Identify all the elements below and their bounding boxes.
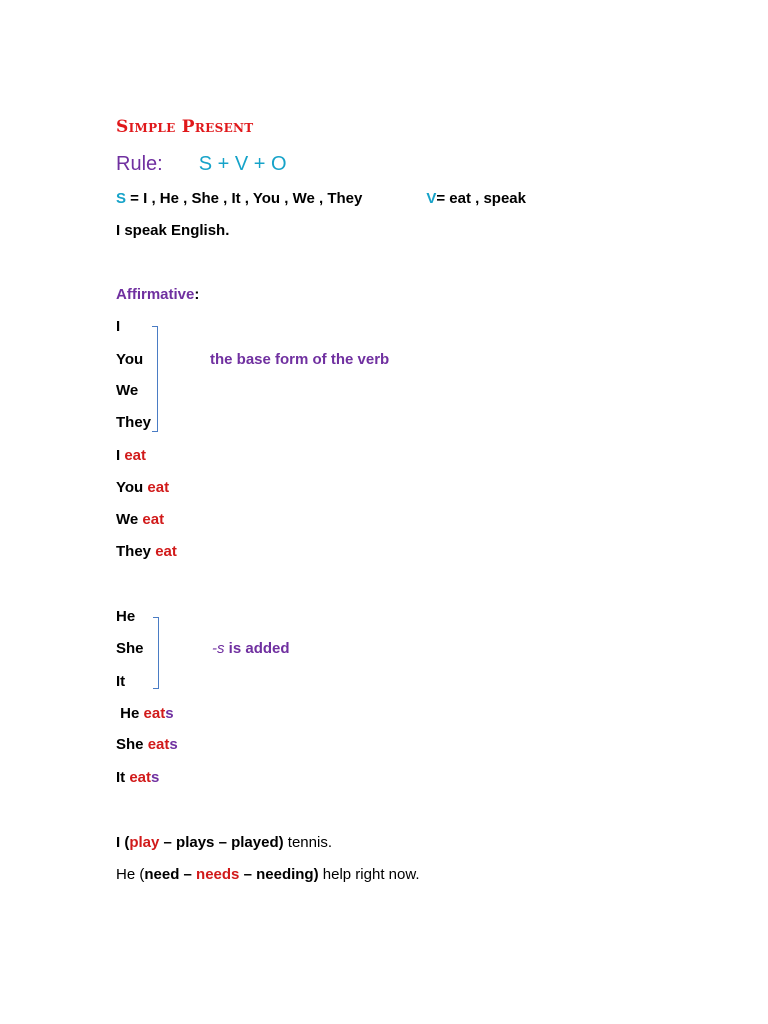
example-subject: They [116,543,152,560]
example-subject: She [116,736,144,753]
group1-note: the base form of the verb [210,351,390,368]
pronoun-they: They [116,414,152,431]
example-verb-suffix: s [165,705,174,722]
example-verb: eat [155,543,177,560]
example-verb-suffix: s [151,769,160,786]
pronoun-it: It [116,673,126,690]
exercise-text: tennis. [283,834,332,851]
example-i-eat [116,446,146,466]
exercise-text: I ( [116,834,130,851]
document-title: Simple Present [116,117,254,137]
exercise-option: needing [256,866,314,883]
exercise-correct-answer: needs [196,866,240,883]
example-verb: eat [124,447,147,464]
subject-verb-line [116,189,526,209]
example-subject: I [116,447,121,464]
rule-label: Rule: [116,153,163,175]
pronoun-you: You [116,351,144,368]
exercise-separator: – [239,866,257,883]
pronoun-i: I [116,318,121,335]
example-he-eats [116,704,174,724]
pronoun-she: She [116,640,144,657]
example-subject: It [116,769,126,786]
affirmative-label: Affirmative [116,286,195,303]
suffix-marker: -s [212,640,225,657]
exercise-text: ) [278,834,284,851]
rule-formula: S + V + O [198,153,287,175]
group2-bracket [153,617,159,689]
affirmative-heading [116,285,199,305]
example-sentence: I speak English. [116,222,230,239]
exercise-2 [116,865,420,885]
exercise-separator: – [159,834,177,851]
example-you-eat [116,478,169,498]
s-symbol: S [116,190,127,207]
exercise-separator: – [214,834,232,851]
group1-bracket [152,326,158,432]
exercise-option: need [144,866,180,883]
example-subject: You [116,479,144,496]
exercise-separator: – [179,866,197,883]
example-verb-stem: eat [129,769,152,786]
exercise-text: ) [313,866,319,883]
example-we-eat [116,510,164,530]
affirmative-colon: : [194,286,200,303]
subject-list: = I , He , She , It , You , We , They [126,190,363,207]
pronoun-he: He [116,608,136,625]
example-she-eats [116,735,178,755]
example-it-eats [116,768,159,788]
exercise-correct-answer: play [129,834,160,851]
v-symbol: V [426,190,437,207]
group2-note [212,639,290,659]
pronoun-we: We [116,382,139,399]
example-verb-stem: eat [143,705,166,722]
example-they-eat [116,542,177,562]
exercise-1 [116,833,332,853]
example-subject: He [116,705,140,722]
exercise-text: He ( [116,866,145,883]
group2-note-text: is added [228,640,290,657]
example-verb-stem: eat [147,736,170,753]
verb-list: = eat , speak [436,190,526,207]
rule-line [116,151,287,177]
exercise-text: help right now. [318,866,420,883]
exercise-option: played [231,834,279,851]
example-verb-suffix: s [169,736,178,753]
example-subject: We [116,511,139,528]
example-verb: eat [142,511,165,528]
example-verb: eat [147,479,170,496]
exercise-option: plays [176,834,215,851]
